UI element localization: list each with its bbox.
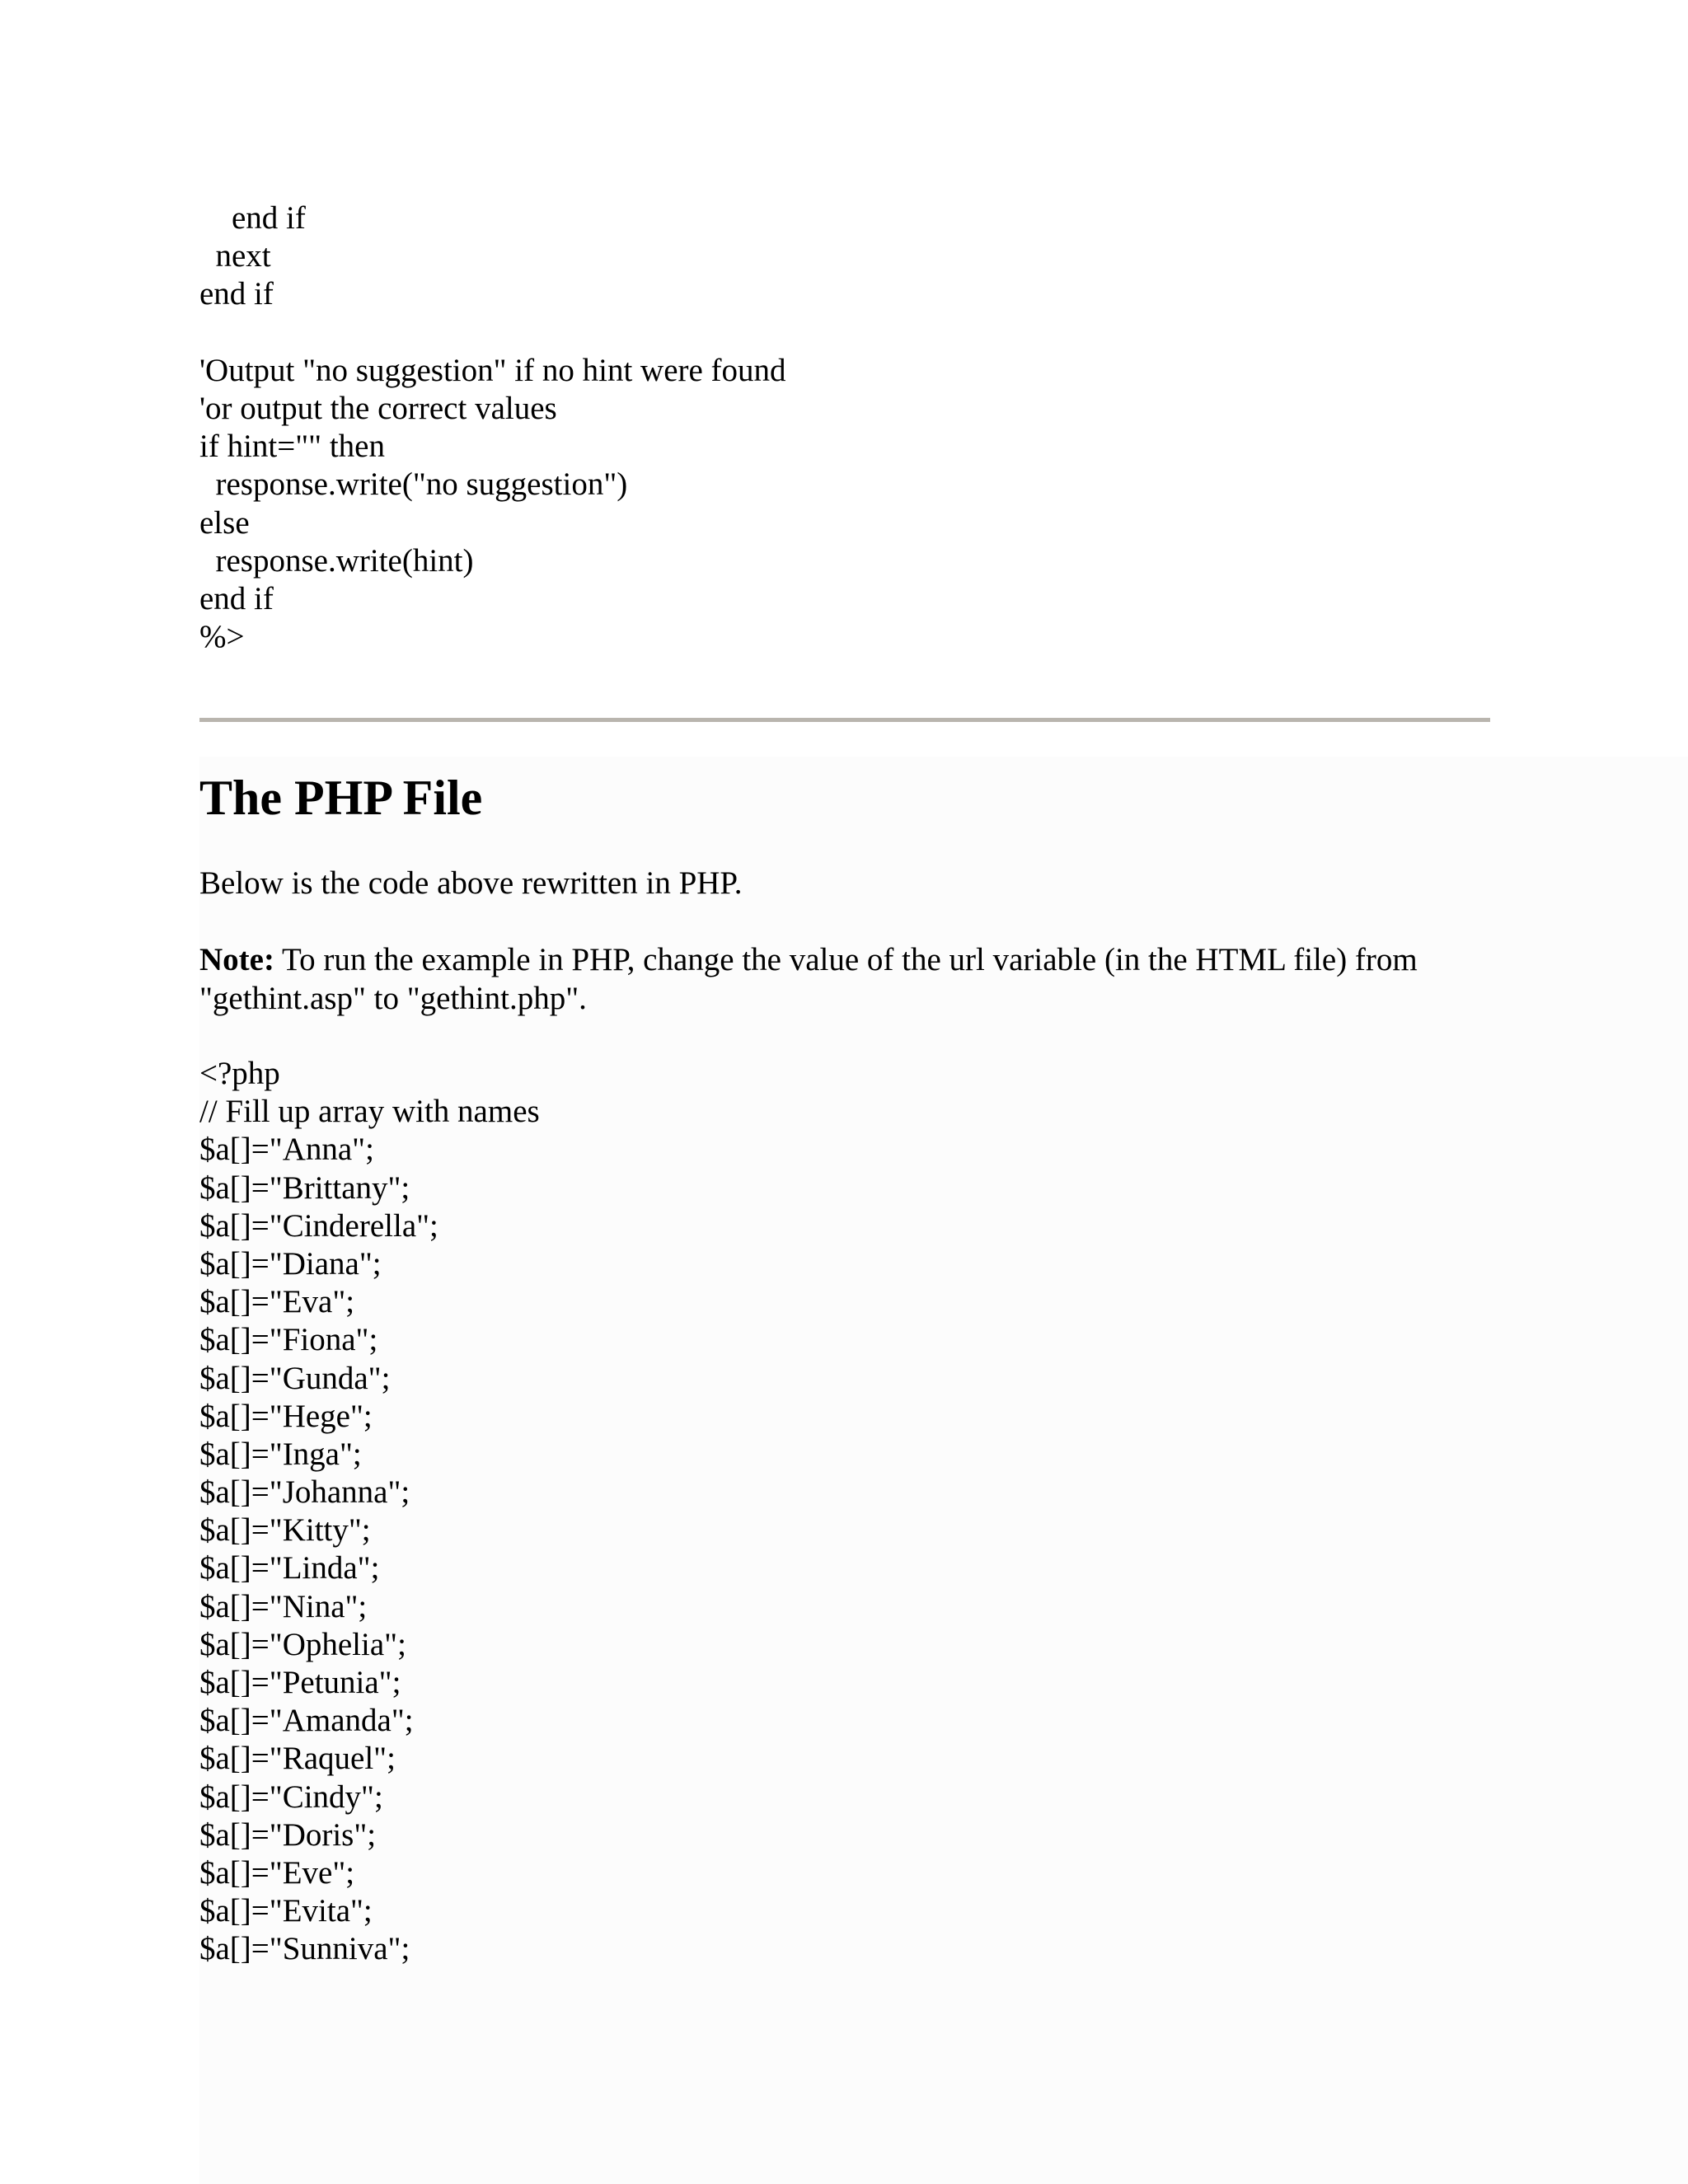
code-line: end if — [199, 580, 274, 616]
php-code-block — [199, 1055, 540, 1969]
code-line: $a[]="Hege"; — [199, 1398, 373, 1434]
code-line: $a[]="Amanda"; — [199, 1703, 414, 1739]
code-line: $a[]="Raquel"; — [199, 1741, 396, 1777]
code-line: $a[]="Evita"; — [199, 1893, 373, 1929]
code-line: $a[]="Doris"; — [199, 1816, 377, 1853]
section-heading: The PHP File — [199, 771, 483, 825]
code-line: $a[]="Cindy"; — [199, 1779, 383, 1815]
code-line: $a[]="Eva"; — [199, 1284, 355, 1320]
code-line: $a[]="Fiona"; — [199, 1322, 378, 1358]
code-line: // Fill up array with names — [199, 1094, 540, 1130]
asp-code-block — [199, 199, 786, 656]
code-line: response.write(hint) — [199, 542, 474, 579]
code-line: $a[]="Linda"; — [199, 1550, 380, 1586]
note-paragraph — [199, 941, 1493, 1018]
code-line: end if — [199, 200, 306, 236]
code-line: $a[]="Eve"; — [199, 1854, 355, 1891]
code-line: $a[]="Gunda"; — [199, 1360, 391, 1396]
code-line: $a[]="Ophelia"; — [199, 1626, 406, 1662]
code-line: $a[]="Inga"; — [199, 1436, 362, 1472]
code-line: end if — [199, 276, 274, 312]
code-line: $a[]="Diana"; — [199, 1245, 382, 1282]
intro-paragraph: Below is the code above rewritten in PHP. — [199, 865, 743, 901]
code-line: 'Output "no suggestion" if no hint were found — [199, 352, 786, 388]
code-line: $a[]="Petunia"; — [199, 1665, 401, 1700]
code-line: $a[]="Kitty"; — [199, 1512, 371, 1549]
code-line: if hint="" then — [199, 429, 385, 465]
code-line: next — [199, 238, 271, 274]
code-line — [199, 314, 786, 352]
note-label: Note: — [199, 942, 274, 977]
code-line: $a[]="Nina"; — [199, 1588, 368, 1624]
code-line: $a[]="Sunniva"; — [199, 1931, 410, 1967]
note-text: To run the example in PHP, change the value of the url variable (in the HTML file) from "gethint.asp" to "gethint.php". — [199, 942, 1418, 1016]
code-line: response.write("no suggestion") — [199, 466, 628, 503]
horizontal-rule — [199, 718, 1490, 722]
code-line: else — [199, 504, 250, 541]
code-line: %> — [199, 619, 245, 655]
code-line: $a[]="Johanna"; — [199, 1474, 410, 1511]
code-line: $a[]="Cinderella"; — [199, 1207, 438, 1244]
code-line: $a[]="Brittany"; — [199, 1169, 410, 1206]
code-line: <?php — [199, 1056, 280, 1091]
code-line: 'or output the correct values — [199, 390, 557, 426]
code-line: $a[]="Anna"; — [199, 1132, 374, 1168]
